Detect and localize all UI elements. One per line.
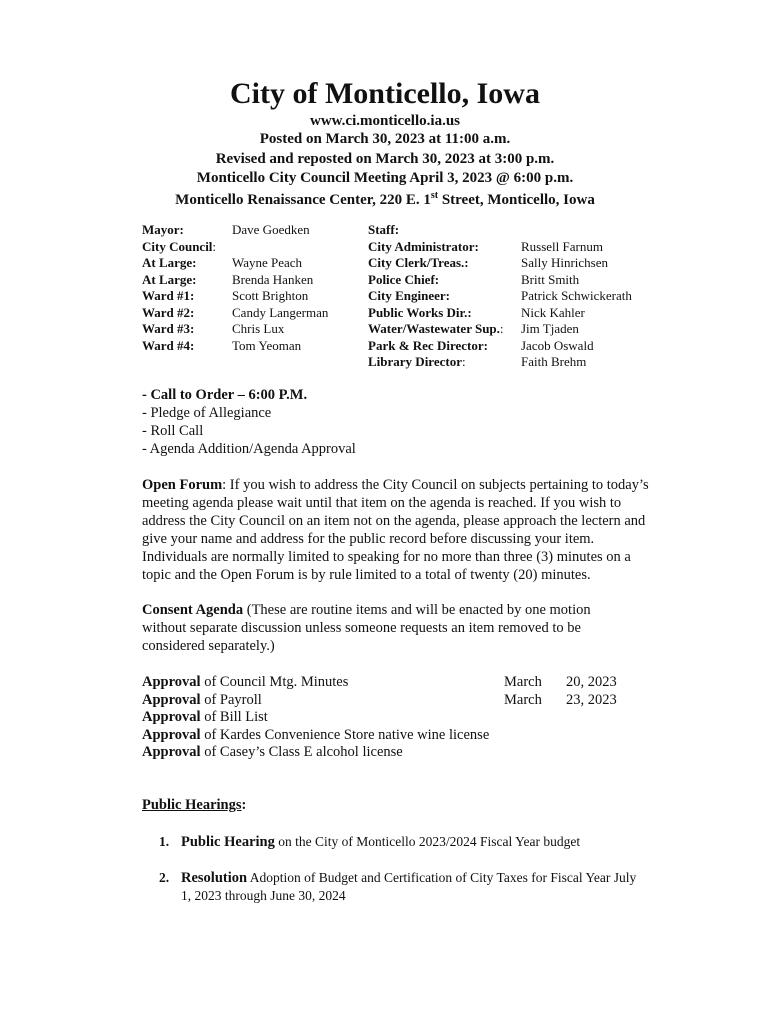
staff-row-police: Police Chief: Britt Smith (368, 271, 580, 287)
roster-row-mayor: Mayor: Dave Goedken (142, 222, 310, 237)
staff-row-library: Library Director: Faith Brehm (368, 354, 587, 369)
consent-item-month: March (504, 674, 542, 690)
location-line (0, 187, 770, 209)
opening-item: - Roll Call (142, 423, 204, 439)
open-forum-heading: Open Forum (142, 477, 223, 493)
roster-row-ward-4: Ward #4: Tom Yeoman (142, 337, 302, 353)
consent-agenda-paragraph (142, 601, 622, 655)
staff-row-clerk: City Clerk/Treas.: Sally Hinrichsen (368, 255, 609, 270)
consent-item: Approval of Council Mtg. Minutes March 20, 2023 (142, 674, 617, 690)
consent-items (142, 673, 617, 761)
location-sup: st (430, 190, 439, 201)
location-pre: Monticello Renaissance Center, 220 E. 1 (175, 192, 431, 208)
roster-row-at-large-2: At Large: Brenda Hanken (142, 271, 314, 287)
staff-roster (368, 222, 632, 371)
opening-items (142, 386, 356, 458)
opening-item: - Agenda Addition/Agenda Approval (142, 441, 356, 457)
staff-row-public-works: Public Works Dir.: Nick Kahler (368, 304, 585, 320)
open-forum-paragraph (142, 476, 662, 584)
website-line: www.ci.monticello.ia.us (310, 113, 460, 129)
consent-agenda-text: (These are routine items and will be enacted by one motion without separate discussion unless someone requests an item removed to be considered separately.) (142, 602, 591, 654)
posted-line: Posted on March 30, 2023 at 11:00 a.m. (259, 131, 511, 147)
consent-item-date: 20, 2023 (566, 674, 617, 690)
public-hearings-heading: Public Hearings: (142, 797, 247, 813)
opening-item: - Pledge of Allegiance (142, 405, 272, 421)
consent-item: Approval of Casey’s Class E alcohol license (142, 744, 403, 760)
call-to-order: - Call to Order – 6:00 P.M. (142, 387, 308, 403)
location-post: Street, Monticello, Iowa (438, 192, 595, 208)
consent-item: Approval of Kardes Convenience Store native wine license (142, 726, 490, 743)
roster-row-at-large-1: At Large: Wayne Peach (142, 255, 303, 270)
roster-row-council: City Council: (142, 238, 217, 254)
meeting-line: Monticello City Council Meeting April 3, 2023 @ 6:00 p.m. (196, 170, 574, 186)
consent-item: Approval of Bill List (142, 709, 268, 725)
consent-item-month: March (504, 691, 542, 708)
revised-line: Revised and reposted on March 30, 2023 at 3:00 p.m. (215, 151, 555, 167)
open-forum-text: : If you wish to address the City Council on subjects pertaining to today’s meeting agenda please wait until that item on the agenda is reached. If you wish to address the City Council on an item not on the agenda, please approach the lectern and give your name and address for the public record before discussing your item. Individuals are normally limited to speaking for no more than three (3) minutes on a topic and the Open Forum is by rule limited to a total of twenty (20) minutes. (142, 477, 649, 583)
consent-item-date: 23, 2023 (566, 691, 617, 708)
staff-row-administrator: City Administrator: Russell Farnum (368, 238, 603, 254)
staff-row-engineer: City Engineer: Patrick Schwickerath (368, 288, 632, 303)
staff-heading: Staff: (368, 222, 400, 237)
roster-row-ward-1: Ward #1: Scott Brighton (142, 288, 309, 303)
council-roster (142, 222, 328, 354)
consent-agenda-heading: Consent Agenda (142, 602, 244, 618)
page-title: City of Monticello, Iowa (230, 77, 540, 110)
roster-row-ward-2: Ward #2: Candy Langerman (142, 304, 329, 320)
roster-row-ward-3: Ward #3: Chris Lux (142, 321, 285, 336)
staff-row-park-rec: Park & Rec Director: Jacob Oswald (368, 337, 594, 353)
consent-item: Approval of Payroll March 23, 2023 (142, 691, 617, 708)
public-hearing-item: 1. Public Hearing on the City of Monticello 2023/2024 Fiscal Year budget (159, 834, 581, 850)
staff-row-water: Water/Wastewater Sup.: Jim Tjaden (368, 321, 579, 336)
resolution-item: 2. Resolution Adoption of Budget and Certification of City Taxes for Fiscal Year July 1, 2023 through June 30, 2024 (159, 870, 637, 903)
